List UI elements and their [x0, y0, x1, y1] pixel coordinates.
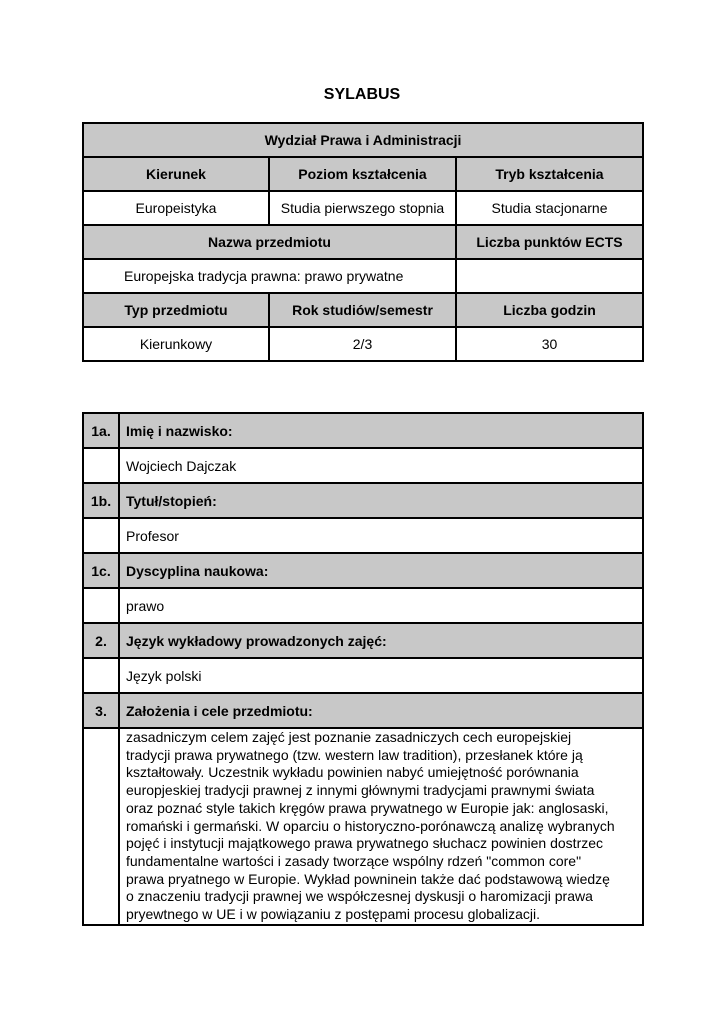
header-level: Poziom kształcenia — [269, 157, 456, 191]
goals-line: zasadniczym celem zajęć jest poznanie zasadniczych cech europejskiej — [126, 729, 572, 745]
goals-line: kształtowały. Uczestnik wykładu powinien nabyć umiejętność porównania — [126, 764, 579, 781]
section-number: 3. — [83, 693, 119, 728]
faculty-name: Wydział Prawa i Administracji — [83, 123, 643, 157]
section-label-goals: Założenia i cele przedmiotu: — [119, 693, 643, 728]
discipline-value: prawo — [119, 588, 643, 623]
section-label-name: Imię i nazwisko: — [119, 413, 643, 448]
subject-type: Kierunkowy — [83, 327, 269, 361]
goals-line: fundamentalne wartości i zasady tworzące wspólny rdzeń "common core" — [126, 852, 582, 869]
instructor-details-table — [82, 412, 644, 926]
section-label-language: Język wykładowy prowadzonych zajęć: — [119, 623, 643, 658]
header-mode: Tryb kształcenia — [456, 157, 643, 191]
header-subject-name: Nazwa przedmiotu — [83, 225, 456, 259]
year-semester: 2/3 — [269, 327, 456, 361]
section-label-discipline: Dyscyplina naukowa: — [119, 553, 643, 588]
section-number: 1c. — [83, 553, 119, 588]
language-value: Język polski — [119, 658, 643, 693]
goals-line: oraz poznać style takich kręgów prawa prywatnego w Europie jak: anglosaski, — [126, 799, 609, 816]
document-title: SYLABUS — [323, 86, 401, 103]
instructor-title: Profesor — [119, 518, 643, 553]
mode-of-study: Studia stacjonarne — [456, 191, 643, 225]
goals-line: o znaczeniu tradycji prawnej we współczesnej dyskusji o haromizacji prawa — [126, 888, 593, 905]
goals-line: prawa pryatnego w Europie. Wykład powninein także dać podstawową wiedzę — [126, 870, 610, 887]
section-number: 2. — [83, 623, 119, 658]
goals-line: europjeskiej tradycji prawnej z innymi głównymi tradycjami prawnymi świata — [126, 782, 595, 799]
ects-value — [456, 259, 643, 293]
header-year-semester: Rok studiów/semestr — [269, 293, 456, 327]
hours: 30 — [456, 327, 643, 361]
course-info-table — [82, 122, 644, 362]
goals-line: pryewtnego w UE i w powiązaniu z postępami procesu globalizacji. — [126, 906, 540, 923]
level-of-study: Studia pierwszego stopnia — [269, 191, 456, 225]
header-subject-type: Typ przedmiotu — [83, 293, 269, 327]
header-field-of-study: Kierunek — [83, 157, 269, 191]
section-number: 1a. — [83, 413, 119, 448]
header-ects: Liczba punktów ECTS — [456, 225, 643, 259]
instructor-name: Wojciech Dajczak — [119, 448, 643, 483]
goals-line: romański i germański. W oparciu o historyczno-porónawczą analizę wybranych — [126, 817, 615, 834]
field-of-study: Europeistyka — [83, 191, 269, 225]
subject-name: Europejska tradycja prawna: prawo prywatne — [83, 259, 456, 293]
section-number: 1b. — [83, 483, 119, 518]
header-hours: Liczba godzin — [456, 293, 643, 327]
goals-line: pojęć i instytucji majątkowego prawa prywatnego słuchacz powinien dostrzec — [126, 835, 604, 852]
goals-paragraph — [119, 728, 643, 925]
goals-line: tradycji prawa prywatnego (tzw. western law tradition), przesłanek które ją — [126, 746, 583, 763]
section-label-title: Tytuł/stopień: — [119, 483, 643, 518]
